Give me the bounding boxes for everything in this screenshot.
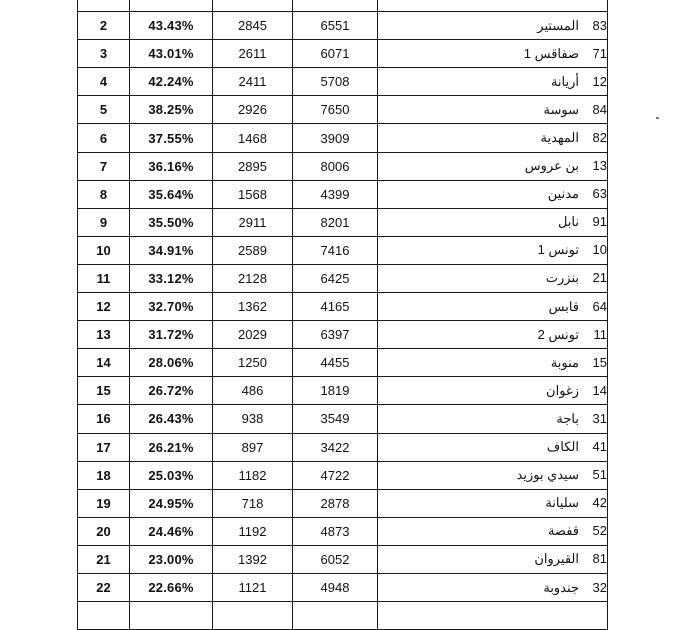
rank-cell: 11 xyxy=(78,264,130,292)
percentage-cell: 35.50% xyxy=(130,208,213,236)
candidates-count-cell: 7416 xyxy=(293,236,378,264)
passed-count-cell: 1250 xyxy=(213,349,293,377)
candidates-count-cell: 6071 xyxy=(293,40,378,68)
passed-count-cell: 1468 xyxy=(213,124,293,152)
region-name: تونس 2 xyxy=(537,326,579,342)
candidates-count-cell: 8006 xyxy=(293,152,378,180)
region-cell xyxy=(378,208,608,236)
scan-speck xyxy=(656,117,659,119)
region-name: منوبة xyxy=(550,354,579,370)
region-name: الكاف xyxy=(546,439,579,455)
region-name: جندوبة xyxy=(543,579,579,595)
passed-count-cell: 897 xyxy=(213,433,293,461)
passed-count-cell: 2926 xyxy=(213,96,293,124)
region-code: 42 xyxy=(592,495,607,511)
candidates-count-cell: 6052 xyxy=(293,545,378,573)
candidates-count-cell: 4399 xyxy=(293,180,378,208)
rank-cell: 5 xyxy=(78,96,130,124)
rank-cell: 16 xyxy=(78,405,130,433)
region-name: المستير xyxy=(537,17,579,33)
percentage-cell: 31.72% xyxy=(130,321,213,349)
region-cell xyxy=(378,461,608,489)
region-name: نابل xyxy=(557,214,579,230)
region-code: 31 xyxy=(592,410,607,426)
region-cell xyxy=(378,573,608,601)
percentage-cell: 26.72% xyxy=(130,377,213,405)
region-code: 71 xyxy=(592,45,607,61)
region-code: 83 xyxy=(592,17,607,33)
region-cell xyxy=(378,489,608,517)
region-cell xyxy=(378,96,608,124)
region-name: القيروان xyxy=(534,551,579,567)
percentage-cell: 38.25% xyxy=(130,96,213,124)
region-code: 52 xyxy=(592,523,607,539)
table-row xyxy=(78,405,608,433)
region-cell xyxy=(378,0,608,12)
passed-count-cell: 1392 xyxy=(213,545,293,573)
region-cell xyxy=(378,68,608,96)
percentage-cell: 26.21% xyxy=(130,433,213,461)
region-code: 82 xyxy=(592,130,607,146)
percentage-cell xyxy=(130,0,213,12)
percentage-cell: 24.46% xyxy=(130,517,213,545)
region-code: 12 xyxy=(592,73,607,89)
region-cell xyxy=(378,602,608,630)
rank-cell: 21 xyxy=(78,545,130,573)
region-code: 14 xyxy=(592,382,607,398)
percentage-cell: 24.95% xyxy=(130,489,213,517)
candidates-count-cell: 5708 xyxy=(293,68,378,96)
region-name: أريانة xyxy=(550,73,579,89)
table-row xyxy=(78,96,608,124)
region-name: بنزرت xyxy=(545,270,579,286)
candidates-count-cell: 4948 xyxy=(293,573,378,601)
region-cell xyxy=(378,545,608,573)
region-code: 51 xyxy=(592,467,607,483)
table-row xyxy=(78,293,608,321)
region-cell xyxy=(378,405,608,433)
regional-results-table xyxy=(77,0,608,630)
candidates-count-cell xyxy=(293,0,378,12)
region-cell xyxy=(378,12,608,40)
region-name: باجة xyxy=(556,410,579,426)
percentage-cell: 23.00% xyxy=(130,545,213,573)
table-row xyxy=(78,461,608,489)
passed-count-cell: 1182 xyxy=(213,461,293,489)
region-cell xyxy=(378,152,608,180)
region-name: مدنين xyxy=(547,186,579,202)
passed-count-cell: 1192 xyxy=(213,517,293,545)
region-cell xyxy=(378,517,608,545)
candidates-count-cell xyxy=(293,602,378,630)
percentage-cell: 33.12% xyxy=(130,264,213,292)
table-row xyxy=(78,517,608,545)
region-code: 84 xyxy=(592,101,607,117)
candidates-count-cell: 4455 xyxy=(293,349,378,377)
region-cell xyxy=(378,264,608,292)
percentage-cell xyxy=(130,602,213,630)
table-row xyxy=(78,377,608,405)
region-code: 10 xyxy=(592,242,607,258)
table-row xyxy=(78,68,608,96)
region-cell xyxy=(378,377,608,405)
rank-cell: 7 xyxy=(78,152,130,180)
passed-count-cell: 2589 xyxy=(213,236,293,264)
region-name: سوسة xyxy=(543,101,579,117)
table-row xyxy=(78,321,608,349)
candidates-count-cell: 3549 xyxy=(293,405,378,433)
rank-cell: 9 xyxy=(78,208,130,236)
table-row xyxy=(78,545,608,573)
region-code: 21 xyxy=(592,270,607,286)
candidates-count-cell: 4873 xyxy=(293,517,378,545)
table-row xyxy=(78,573,608,601)
passed-count-cell: 2845 xyxy=(213,12,293,40)
passed-count-cell: 2611 xyxy=(213,40,293,68)
candidates-count-cell: 8201 xyxy=(293,208,378,236)
rank-cell: 10 xyxy=(78,236,130,264)
percentage-cell: 35.64% xyxy=(130,180,213,208)
rank-cell: 6 xyxy=(78,124,130,152)
passed-count-cell: 718 xyxy=(213,489,293,517)
table-row xyxy=(78,0,608,12)
region-cell xyxy=(378,293,608,321)
region-cell xyxy=(378,349,608,377)
region-cell xyxy=(378,180,608,208)
percentage-cell: 43.43% xyxy=(130,12,213,40)
percentage-cell: 28.06% xyxy=(130,349,213,377)
region-code: 63 xyxy=(592,186,607,202)
region-name: المهدية xyxy=(540,130,579,146)
table-row xyxy=(78,602,608,630)
table-row xyxy=(78,12,608,40)
results-table-body xyxy=(78,0,608,630)
region-cell xyxy=(378,40,608,68)
passed-count-cell: 2895 xyxy=(213,152,293,180)
percentage-cell: 26.43% xyxy=(130,405,213,433)
percentage-cell: 42.24% xyxy=(130,68,213,96)
rank-cell: 13 xyxy=(78,321,130,349)
rank-cell: 18 xyxy=(78,461,130,489)
rank-cell: 20 xyxy=(78,517,130,545)
candidates-count-cell: 6397 xyxy=(293,321,378,349)
rank-cell xyxy=(78,0,130,12)
percentage-cell: 34.91% xyxy=(130,236,213,264)
table-row xyxy=(78,349,608,377)
percentage-cell: 25.03% xyxy=(130,461,213,489)
candidates-count-cell: 2878 xyxy=(293,489,378,517)
table-row xyxy=(78,208,608,236)
candidates-count-cell: 6551 xyxy=(293,12,378,40)
rank-cell: 22 xyxy=(78,573,130,601)
table-row xyxy=(78,264,608,292)
passed-count-cell: 2411 xyxy=(213,68,293,96)
table-row xyxy=(78,124,608,152)
region-code: 41 xyxy=(592,439,607,455)
region-code: 32 xyxy=(592,579,607,595)
candidates-count-cell: 3909 xyxy=(293,124,378,152)
passed-count-cell xyxy=(213,602,293,630)
candidates-count-cell: 4722 xyxy=(293,461,378,489)
passed-count-cell: 486 xyxy=(213,377,293,405)
rank-cell: 17 xyxy=(78,433,130,461)
rank-cell: 15 xyxy=(78,377,130,405)
table-row xyxy=(78,40,608,68)
candidates-count-cell: 7650 xyxy=(293,96,378,124)
passed-count-cell xyxy=(213,0,293,12)
passed-count-cell: 1362 xyxy=(213,293,293,321)
rank-cell: 12 xyxy=(78,293,130,321)
region-cell xyxy=(378,236,608,264)
rank-cell: 8 xyxy=(78,180,130,208)
region-code: 91 xyxy=(592,214,607,230)
passed-count-cell: 1568 xyxy=(213,180,293,208)
candidates-count-cell: 1819 xyxy=(293,377,378,405)
region-code: 81 xyxy=(592,551,607,567)
percentage-cell: 22.66% xyxy=(130,573,213,601)
region-cell xyxy=(378,124,608,152)
candidates-count-cell: 6425 xyxy=(293,264,378,292)
percentage-cell: 43.01% xyxy=(130,40,213,68)
region-name: قابس xyxy=(548,298,579,314)
passed-count-cell: 1121 xyxy=(213,573,293,601)
candidates-count-cell: 3422 xyxy=(293,433,378,461)
table-row xyxy=(78,180,608,208)
table-row xyxy=(78,489,608,517)
region-name: قفصة xyxy=(547,523,579,539)
table-row xyxy=(78,433,608,461)
rank-cell: 14 xyxy=(78,349,130,377)
region-name: سيدي بوزيد xyxy=(516,467,579,483)
region-code: 11 xyxy=(593,326,607,342)
rank-cell: 2 xyxy=(78,12,130,40)
rank-cell: 4 xyxy=(78,68,130,96)
candidates-count-cell: 4165 xyxy=(293,293,378,321)
rank-cell: 19 xyxy=(78,489,130,517)
passed-count-cell: 938 xyxy=(213,405,293,433)
passed-count-cell: 2128 xyxy=(213,264,293,292)
rank-cell: 3 xyxy=(78,40,130,68)
region-name: تونس 1 xyxy=(537,242,579,258)
region-name: صفاقس 1 xyxy=(523,45,579,61)
region-code: 15 xyxy=(592,354,607,370)
region-cell xyxy=(378,433,608,461)
region-code: 13 xyxy=(592,158,607,174)
percentage-cell: 32.70% xyxy=(130,293,213,321)
percentage-cell: 37.55% xyxy=(130,124,213,152)
region-code: 64 xyxy=(592,298,607,314)
percentage-cell: 36.16% xyxy=(130,152,213,180)
table-row xyxy=(78,236,608,264)
region-name: زغوان xyxy=(546,382,579,398)
passed-count-cell: 2029 xyxy=(213,321,293,349)
passed-count-cell: 2911 xyxy=(213,208,293,236)
table-row xyxy=(78,152,608,180)
rank-cell xyxy=(78,602,130,630)
region-cell xyxy=(378,321,608,349)
region-name: بن عروس xyxy=(524,158,579,174)
region-name: سليانة xyxy=(545,495,579,511)
